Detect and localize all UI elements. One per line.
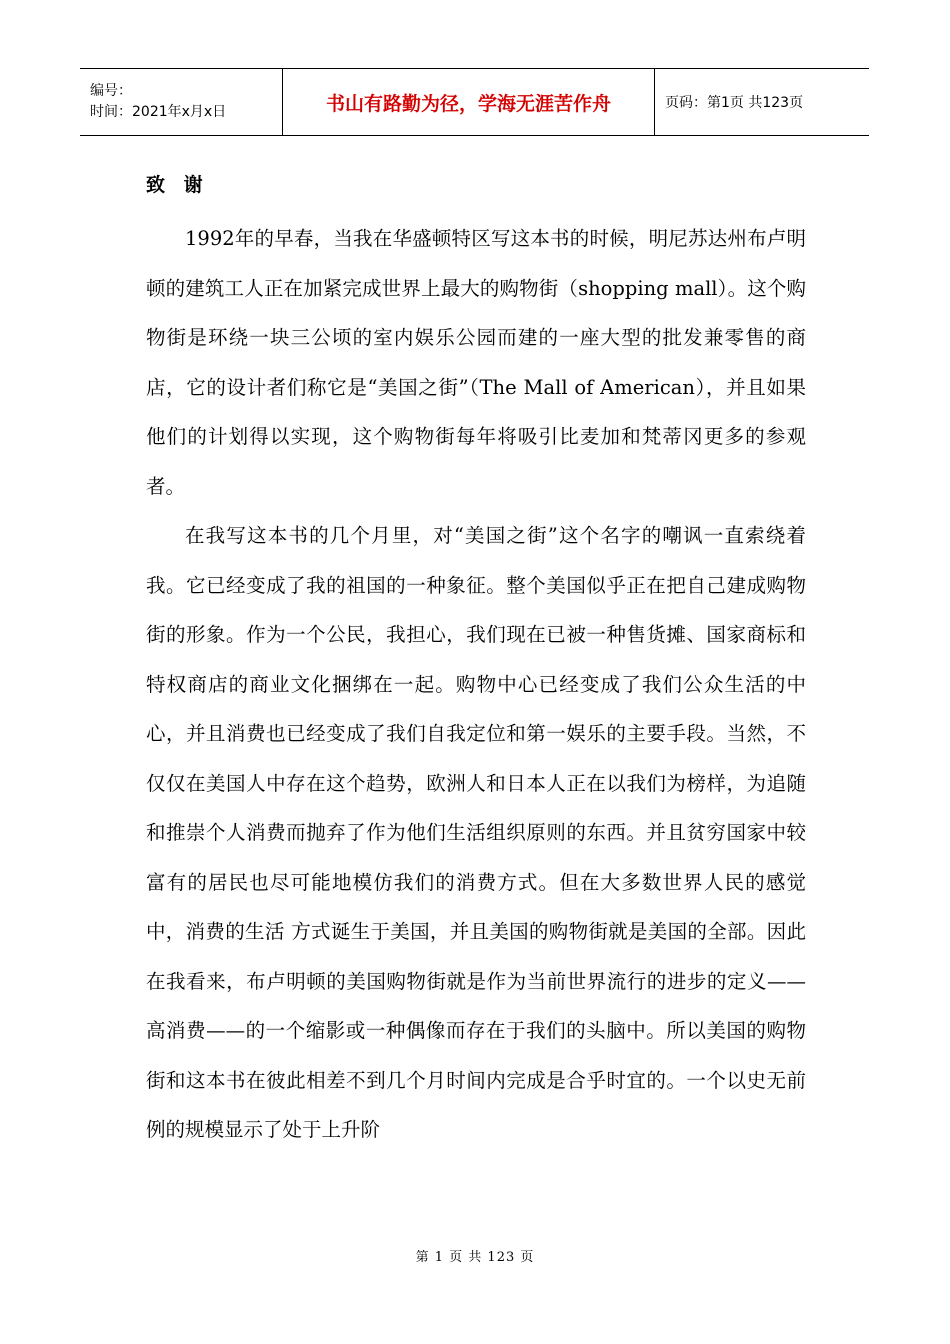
paragraph: 1992年的早春，当我在华盛顿特区写这本书的时候，明尼苏达州布卢明顿的建筑工人正在加紧完成世界上最大的购物街（shopping mall）。这个购物街是环绕一块三公顷的室内娱乐公园而建的一座大型的批发兼零售的商店，它的设计者们称它是“美国之街”（The Mall of American），并且如果他们的计划得以实现，这个购物街每年将吸引比麦加和梵蒂冈更多的参观者。 (146, 227, 806, 498)
document-number-label: 编号： (90, 83, 132, 99)
section-title: 致 谢 (146, 174, 209, 196)
document-body (146, 214, 806, 1155)
page-header (80, 68, 869, 136)
header-motto: 书山有路勤为径，学海无涯苦作舟 (283, 69, 655, 135)
paragraph: 在我写这本书的几个月里，对“美国之街”这个名字的嘲讽一直索绕着我。它已经变成了我的祖国的一种象征。整个美国似乎正在把自己建成购物街的形象。作为一个公民，我担心，我们现在已被一种售货摊、国家商标和特权商店的商业文化捆绑在一起。购物中心已经变成了我们公众生活的中心，并且消费也已经变成了我们自我定位和第一娱乐的主要手段。当然，不仅仅在美国人中存在这个趋势，欧洲人和日本人正在以我们为榜样，为追随和推崇个人消费而抛弃了作为他们生活组织原则的东西。并且贫穷国家中较富有的居民也尽可能地模仿我们的消费方式。但在大多数世界人民的感觉中，消费的生活 方式诞生于美国，并且美国的购物街就是美国的全部。因此在我看来，布卢明顿的美国购物街就是作为当前世界流行的进步的定义——高消费——的一个缩影或一种偶像而存在于我们的头脑中。所以美国的购物街和这本书在彼此相差不到几个月时间内完成是合乎时宜的。一个以史无前例的规模显示了处于上升阶 (146, 524, 806, 1141)
page-footer: 第 1 页 共 123 页 (415, 1250, 535, 1265)
header-meta (80, 69, 283, 135)
document-date: 时间：2021年x月x日 (90, 104, 227, 120)
header-page-info: 页码：第1页 共123页 (665, 95, 804, 111)
